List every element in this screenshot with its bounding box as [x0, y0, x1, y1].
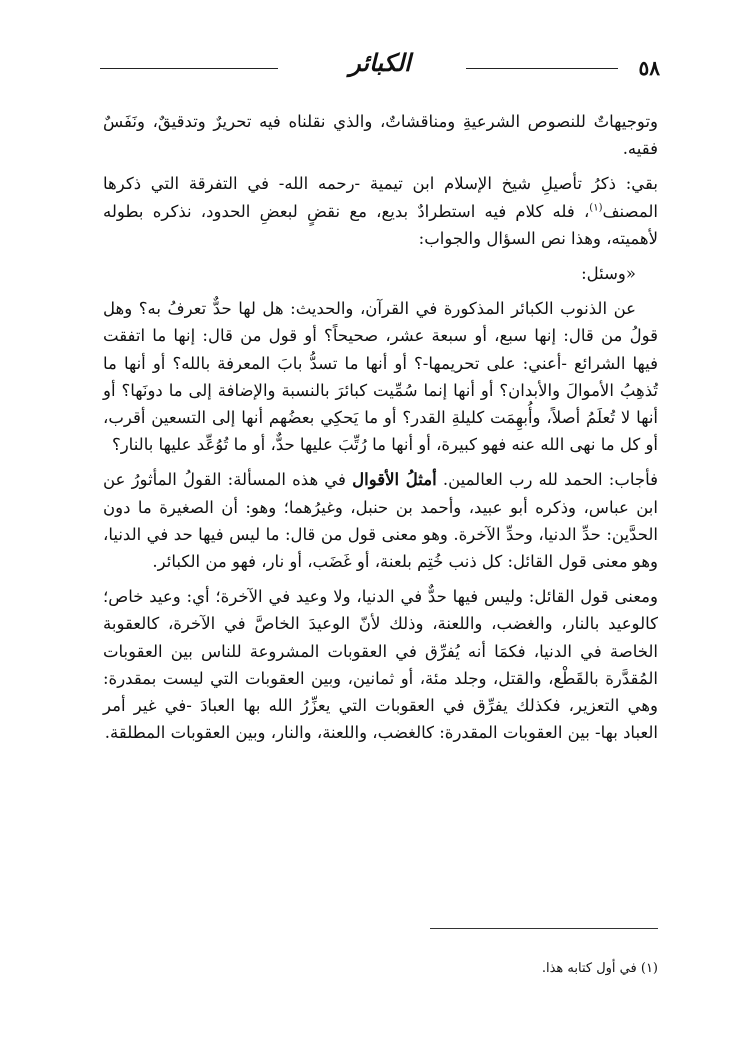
paragraph-3-question-intro: «وسئل: [581, 264, 636, 284]
paragraph-1: وتوجيهاتٌ للنصوص الشرعيةِ ومناقشاتٌ، والذي نقلناه فيه تحريرٌ وتدقيقٌ، ونَفَسٌ فقيه. [103, 112, 658, 159]
paragraph-2-part-a: بقي: ذكرُ تأصيلِ شيخ الإسلام ابن تيمية -رحمه الله- في التفرقة التي ذكرها المصنف [103, 174, 658, 221]
page-number: ٥٨ [638, 56, 660, 80]
paragraph-5-part-a: فأجاب: الحمد لله رب العالمين. [436, 470, 658, 490]
body-text [103, 108, 658, 754]
paragraph-2 [103, 170, 658, 252]
footnote-reference[interactable]: (١) [589, 202, 603, 214]
paragraph-4-question: عن الذنوب الكبائر المذكورة في القرآن، والحديث: هل لها حدٌّ تعرفُ به؟ وهل قولُ من قال: إنها سبع، أو سبعة عشر، صحيحاً؟ أو قول من قال: إنها ما اتفقت فيها الشرائع -أعني: على تحريمها-؟ أو أنها ما تسدُّ بابَ المعرفة بالله؟ أو أنها ما تُذهِبُ الأموالَ والأبدان؟ أو أنها إنما سُمِّيت كبائرَ بالنسبة والإضافة إلى ما دونَها؟ أو أنها لا تُعلَمُ أصلاً، وأُبهِمَت كليلةِ القدر؟ أو ما يَحكِي بعضُهم أنها إلى التسعين أقرب، أو كل ما نهى الله عنه فهو كبيرة، أو أنها ما رُتِّبَ عليها حدٌّ، أو ما تُوُعِّد عليها بالنار؟ [103, 299, 658, 455]
paragraph-6: ومعنى قول القائل: وليس فيها حدٌّ في الدنيا، ولا وعيد في الآخرة؛ أي: وعيد خاص؛ كالوعيد بالنار، والغضب، واللعنة، وذلك لأنّ الوعيدَ الخاصَّ في الآخرة، كالعقوبة الخاصة في الدنيا، فكمَا أنه يُفرِّق في العقوبات المشروعة للناس بين العقوبات المُقدَّرة بالقَطْع، والقتل، وجلد مئة، أو ثمانين، وبين العقوبات التي ليست بمقدرة: وهي التعزير، فكذلك يفرِّق في العقوبات التي يعزِّرُ الله بها العبادَ -في غير أمر العباد بها- بين العقوبات المقدرة: كالغضب، واللعنة، والنار، وبين العقوبات المطلقة. [103, 587, 658, 743]
header-rule-left [100, 68, 278, 69]
footnote: (١) في أول كتابه هذا. [541, 961, 658, 976]
header-rule-right [466, 68, 618, 69]
paragraph-5-part-b: في هذه المسألة: القولُ المأثورُ عن ابن عباس، وذكره أبو عبيد، وأحمد بن حنبل، وغيرُهما؛ وهو: أن الصغيرة ما دون الحدَّين: حدِّ الدنيا، وحدِّ الآخرة. وهو معنى قول من قال: ما ليس فيها حد في الدنيا، وهو معنى قول القائل: كل ذنب خُتِم بلعنة، أو غَضَب، أو نار، فهو من الكبائر. [103, 470, 658, 572]
paragraph-5-answer [103, 466, 658, 575]
paragraph-5-bold-phrase: أمثلُ الأقوال [352, 470, 437, 490]
running-head [100, 48, 660, 88]
paragraph-2-part-b: ، فله كلام فيه استطرادٌ بديع، مع نقضٍ لبعضِ الحدود، نذكره بطوله لأهميته، وهذا نص السؤال والجواب: [103, 201, 658, 248]
running-title: الكبائر [349, 48, 411, 77]
footnote-rule [430, 928, 658, 929]
